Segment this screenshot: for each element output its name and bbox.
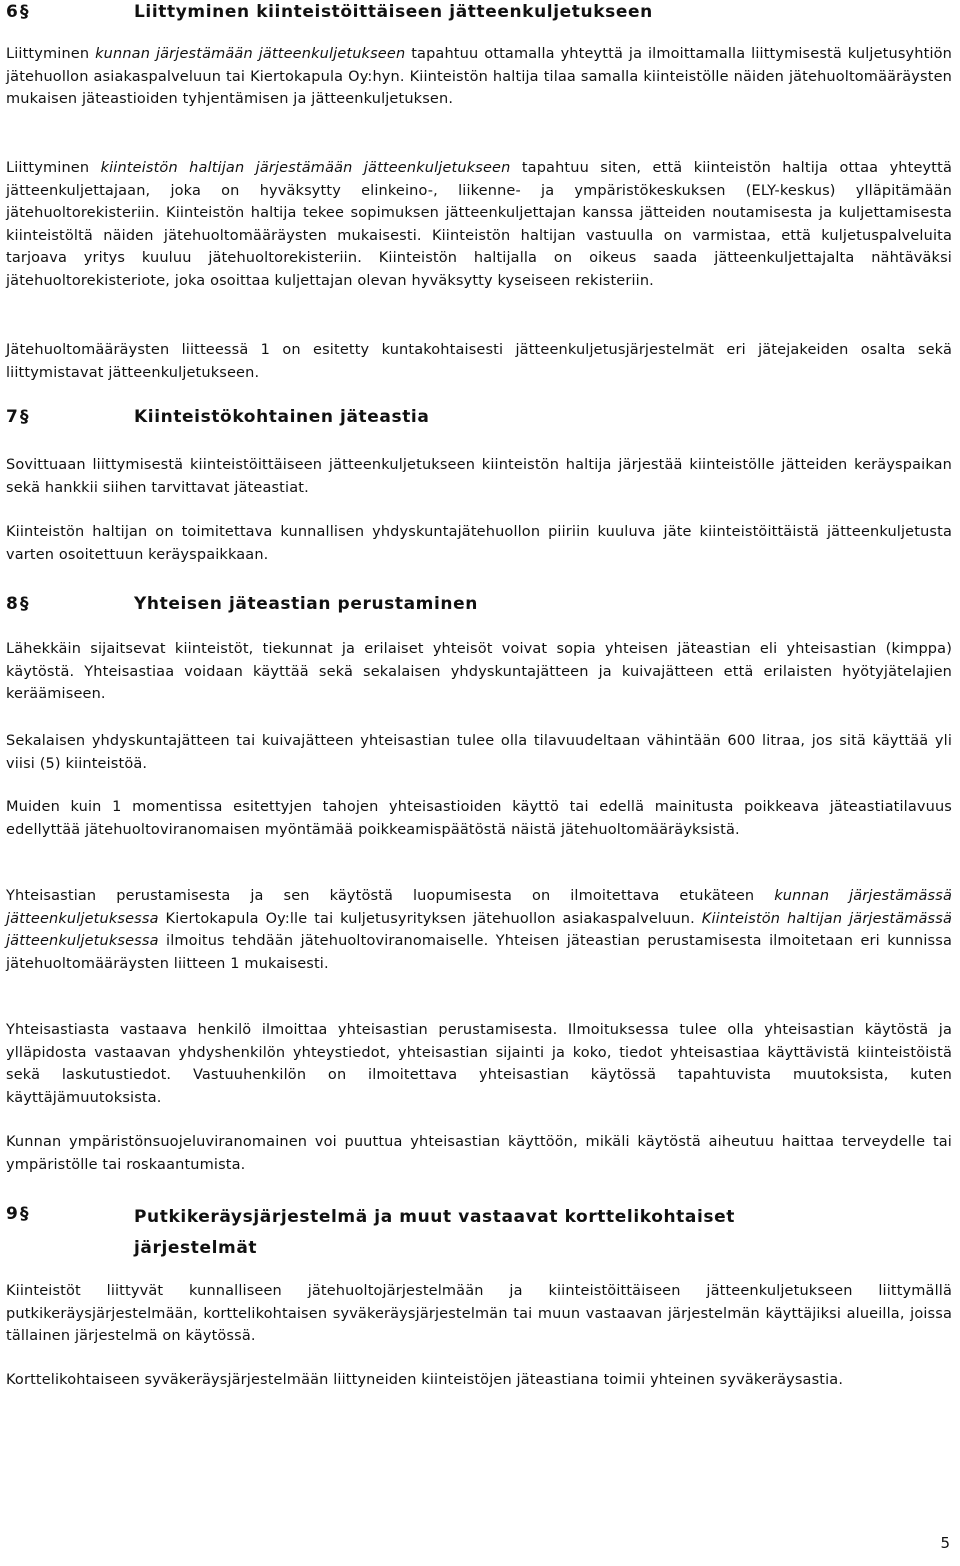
paragraph <box>6 796 952 841</box>
text-run: tapahtuu siten, että kiinteistön haltija ottaa yhteyttä jätteenkuljettajaan, joka on hyväksytty elinkeino-, liikenne- ja ympäristökeskuksen (ELY-keskus) ylläpitämään jätehuoltorekisteriin. Kiinteistön haltija tekee sopimuksen jätteenkuljettajan kanssa jätteiden noutamisesta ja kuljettamisesta kiinteistöltä näiden jätehuoltomääräysten mukaisesti. Kiinteistön haltijan vastuulla on varmistaa, että kuljetuspalveluita tarjoava yritys kuuluu jätehuoltorekisteriin. Kiinteistön haltijalla on oikeus saada jätteenkuljettajalta nähtäväksi jätehuoltorekisteriote, joka osoittaa kuljettajan olevan hyväksytty kyseiseen rekisteriin. <box>6 160 952 289</box>
italic-text-run: kunnan järjestämässä jätteenkuljetuksessa <box>6 888 952 927</box>
text-run: Muiden kuin 1 momentissa esitettyjen tahojen yhteisastioiden käyttö tai edellä mainitusta poikkeava jäteastiatilavuus edellyttää jätehuoltoviranomaisen myöntämää poikkeamispäätöstä näistä jätehuoltomääräyksistä. <box>6 799 952 838</box>
section-heading <box>6 592 936 622</box>
section-heading <box>6 0 936 30</box>
paragraph <box>6 157 952 292</box>
text-run: tapahtuu ottamalla yhteyttä ja ilmoittamalla liittymisestä kuljetusyhtiön jätehuollon asiakaspalveluun tai Kiertokapula Oy:hyn. Kiinteistön haltija tilaa samalla kiinteistölle näiden jätehuoltomääräysten mukaisen jäteastioiden tyhjentämisen ja jätteenkuljetuksen. <box>6 46 953 107</box>
text-run: Jätehuoltomääräysten liitteessä 1 on esitetty kuntakohtaisesti jätteenkuljetusjärjestelmät eri jätejakeiden osalta sekä liittymistavat jätteenkuljetukseen. <box>6 342 952 381</box>
text-run: Korttelikohtaiseen syväkeräysjärjestelmään liittyneiden kiinteistöjen jäteastiana toimii yhteinen syväkeräysastia. <box>6 1372 844 1388</box>
text-run: Sekalaisen yhdyskuntajätteen tai kuivajätteen yhteisastian tulee olla tilavuudeltaan vähintään 600 litraa, jos sitä käyttää yli viisi (5) kiinteistöä. <box>6 733 952 772</box>
paragraph <box>6 521 952 566</box>
text-run: ilmoitus tehdään jätehuoltoviranomaiselle. Yhteisen jäteastian perustamisesta ilmoitetaan eri kunnissa jätehuoltomääräysten liitteen 1 mukaisesti. <box>6 933 952 972</box>
paragraph <box>6 43 952 111</box>
section-title: Putkikeräysjärjestelmä ja muut vastaavat korttelikohtaiset järjestelmät <box>134 1207 735 1258</box>
section-heading <box>6 405 936 435</box>
text-run: Kunnan ympäristönsuojeluviranomainen voi puuttua yhteisastian käyttöön, mikäli käytöstä aiheutuu haittaa terveydelle tai ympäristölle tai roskaantumista. <box>6 1134 952 1173</box>
section-heading <box>6 1202 936 1258</box>
section-number: 9 <box>6 1204 19 1224</box>
text-run: Liittyminen <box>6 160 101 176</box>
text-run: Kiinteistöt liittyvät kunnalliseen jätehuoltojärjestelmään ja kiinteistöittäiseen jätteenkuljetukseen liittymällä putkikeräysjärjestelmään, korttelikohtaisen syväkeräysjärjestelmän tai muun vastaavan järjestelmän käyttäjiksi alueilla, joissa tällainen järjestelmä on käytössä. <box>6 1283 952 1344</box>
paragraph <box>6 638 952 706</box>
paragraph <box>6 1131 952 1176</box>
italic-text-run: Kiinteistön haltijan järjestämässä jätteenkuljetuksessa <box>6 910 953 949</box>
italic-text-run: kunnan järjestämään jätteenkuljetukseen <box>95 46 406 62</box>
paragraph <box>6 339 952 384</box>
paragraph <box>6 1280 952 1348</box>
section-symbol: § <box>20 594 30 614</box>
paragraph <box>6 454 952 499</box>
italic-text-run: kiinteistön haltijan järjestämään jätteenkuljetukseen <box>100 160 511 176</box>
section-symbol: § <box>20 407 30 427</box>
section-title: Liittyminen kiinteistöittäiseen jätteenkuljetukseen <box>134 2 653 22</box>
text-run: Yhteisastiasta vastaava henkilö ilmoittaa yhteisastian perustamisesta. Ilmoituksessa tulee olla yhteisastian käytöstä ja ylläpidosta vastaavan yhdyshenkilön yhteystiedot, yhteisastian sijainti ja koko, tiedot yhteisastiaa käyttävistä kiinteistöistä sekä laskutustiedot. Vastuuhenkilön on ilmoitettava yhteisastian käytössä tapahtuvista muutoksista, kuten käyttäjämuutoksista. <box>6 1022 952 1106</box>
section-number: 6 <box>6 2 19 22</box>
section-title: Kiinteistökohtainen jäteastia <box>134 407 430 427</box>
paragraph <box>6 885 952 975</box>
section-symbol: § <box>20 1204 30 1224</box>
section-number: 8 <box>6 594 19 614</box>
text-run: Yhteisastian perustamisesta ja sen käytöstä luopumisesta on ilmoitettava etukäteen <box>6 888 775 904</box>
section-title: Yhteisen jäteastian perustaminen <box>134 594 478 614</box>
text-run: Kiinteistön haltijan on toimitettava kunnallisen yhdyskuntajätehuollon piiriin kuuluva jäte kiinteistöittäistä jätteenkuljetusta varten osoitettuun keräyspaikkaan. <box>6 524 952 563</box>
text-run: Kiertokapula Oy:lle tai kuljetusyrityksen jätehuollon asiakaspalveluun. <box>158 910 702 927</box>
paragraph <box>6 1369 952 1392</box>
paragraph <box>6 1019 952 1109</box>
text-run: Sovittuaan liittymisestä kiinteistöittäiseen jätteenkuljetukseen kiinteistön haltija järjestää kiinteistölle jätteiden keräyspaikan sekä hankkii siihen tarvittavat jäteastiat. <box>6 457 952 496</box>
paragraph <box>6 730 952 775</box>
text-run: Liittyminen <box>6 46 96 62</box>
page-number: 5 <box>940 1534 950 1552</box>
text-run: Lähekkäin sijaitsevat kiinteistöt, tiekunnat ja erilaiset yhteisöt voivat sopia yhteisen jäteastian eli yhteisastian (kimppa) käytöstä. Yhteisastiaa voidaan käyttää sekä sekalaisen yhdyskuntajätteen ja kuivajätteen että erilaisten hyötyjätelajien keräämiseen. <box>6 641 952 702</box>
section-number: 7 <box>6 407 19 427</box>
section-symbol: § <box>20 2 30 22</box>
